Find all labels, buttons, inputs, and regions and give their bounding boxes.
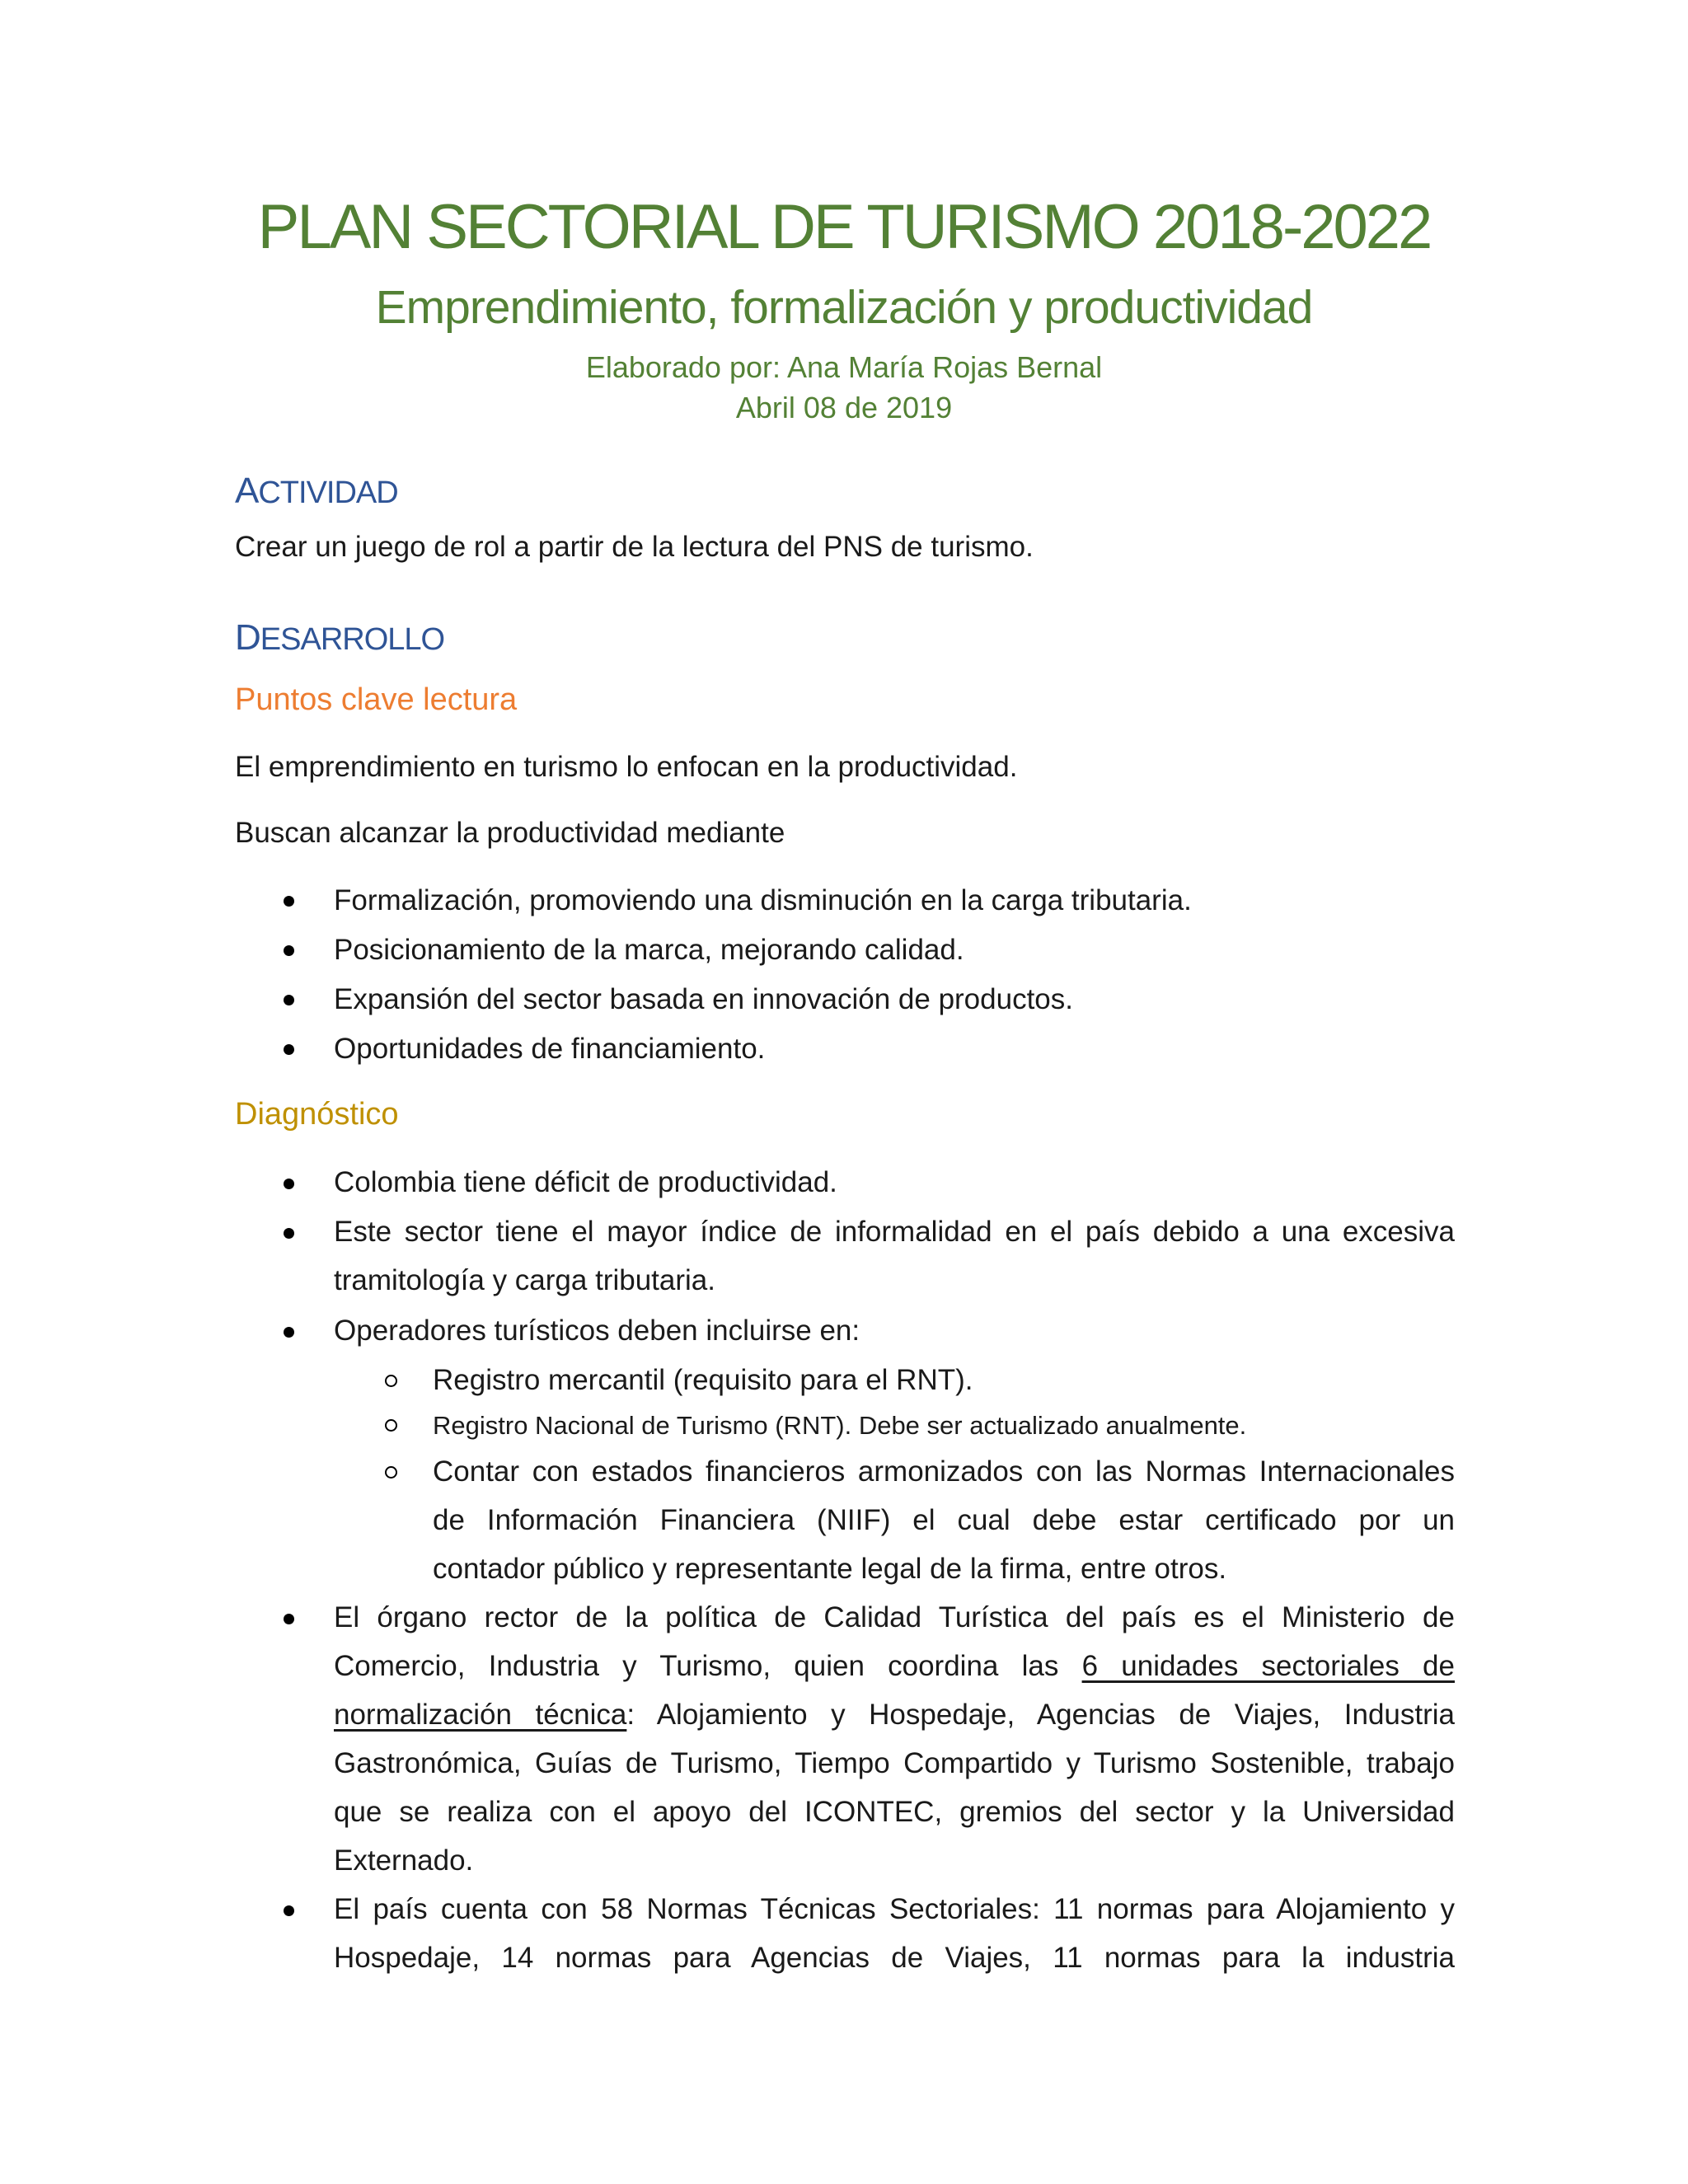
heading-actividad-initial: A [235, 471, 259, 511]
bullet-dot [284, 1044, 294, 1055]
list-item-line: que se realiza con el apoyo del ICONTEC, gremios del sector y la Universidad [334, 1796, 1455, 1828]
actividad-text: Crear un juego de rol a partir de la lectura del PNS de turismo. [235, 531, 1034, 563]
bullet-dot [284, 1614, 294, 1624]
list-item-line: Hospedaje, 14 normas para Agencias de Viajes, 11 normas para la industria [334, 1942, 1455, 1974]
bullet-dot [284, 896, 294, 907]
list-item-line: El país cuenta con 58 Normas Técnicas Sectoriales: 11 normas para Alojamiento y [334, 1893, 1455, 1925]
list-item: Formalización, promoviendo una disminución en la carga tributaria. [334, 884, 1192, 916]
text-run: Comercio, Industria y Turismo, quien coordina las [334, 1650, 1059, 1682]
sub-bullet-circle [385, 1375, 397, 1387]
heading-desarrollo-initial: D [235, 617, 260, 658]
sub-list-item: Registro Nacional de Turismo (RNT). Debe ser actualizado anualmente. [433, 1411, 1247, 1440]
underlined-text: normalización técnica [334, 1699, 627, 1731]
list-item-line: Externado. [334, 1844, 474, 1877]
puntos-clave-para-1: El emprendimiento en turismo lo enfocan en la productividad. [235, 751, 1018, 783]
list-item-line: tramitología y carga tributaria. [334, 1264, 715, 1296]
list-item-line [334, 1642, 1455, 1690]
list-item-line [334, 1690, 1455, 1739]
bullet-dot [284, 995, 294, 1005]
list-item-line: Gastronómica, Guías de Turismo, Tiempo Compartido y Turismo Sostenible, trabajo [334, 1747, 1455, 1779]
bullet-dot [284, 1179, 294, 1189]
date-line: Abril 08 de 2019 [735, 391, 953, 424]
sub-list-item-line: contador público y representante legal de la firma, entre otros. [433, 1553, 1227, 1585]
puntos-clave-para-2: Buscan alcanzar la productividad mediante [235, 817, 785, 849]
list-item: Colombia tiene déficit de productividad. [334, 1166, 837, 1198]
heading-actividad [235, 473, 398, 509]
heading-desarrollo [235, 617, 445, 658]
document-title: PLAN SECTORIAL DE TURISMO 2018-2022 [257, 192, 1431, 262]
text-run: : Alojamiento y Hospedaje, Agencias de Viajes, Industria [626, 1699, 1455, 1731]
list-item: Posicionamiento de la marca, mejorando calidad. [334, 934, 964, 966]
sub-list-item-line: de Información Financiera (NIIF) el cual debe estar certificado por un [433, 1504, 1455, 1536]
list-item: Expansión del sector basada en innovación de productos. [334, 983, 1073, 1015]
bullet-dot [284, 1327, 294, 1338]
list-item: Operadores turísticos deben incluirse en: [334, 1315, 860, 1347]
document-subtitle: Emprendimiento, formalización y productividad [375, 281, 1313, 334]
heading-desarrollo-rest: ESARROLLO [260, 622, 445, 657]
heading-diagnostico: Diagnóstico [235, 1097, 399, 1132]
bullet-dot [284, 945, 294, 956]
underlined-text: 6 unidades sectoriales de [1081, 1650, 1455, 1682]
author-line: Elaborado por: Ana María Rojas Bernal [585, 350, 1103, 384]
bullet-dot [284, 1228, 294, 1239]
heading-actividad-rest: CTIVIDAD [258, 476, 398, 510]
list-item: Oportunidades de financiamiento. [334, 1033, 766, 1065]
sub-bullet-circle [385, 1466, 397, 1479]
list-item-line: El órgano rector de la política de Calidad Turística del país es el Ministerio de [334, 1601, 1455, 1633]
sub-list-item: Registro mercantil (requisito para el RNT). [433, 1364, 973, 1396]
heading-puntos-clave: Puntos clave lectura [235, 682, 518, 717]
sub-bullet-circle [385, 1419, 397, 1432]
sub-list-item-line: Contar con estados financieros armonizados con las Normas Internacionales [433, 1455, 1455, 1488]
list-item-line: Este sector tiene el mayor índice de informalidad en el país debido a una excesiva [334, 1216, 1455, 1248]
bullet-dot [284, 1905, 294, 1916]
